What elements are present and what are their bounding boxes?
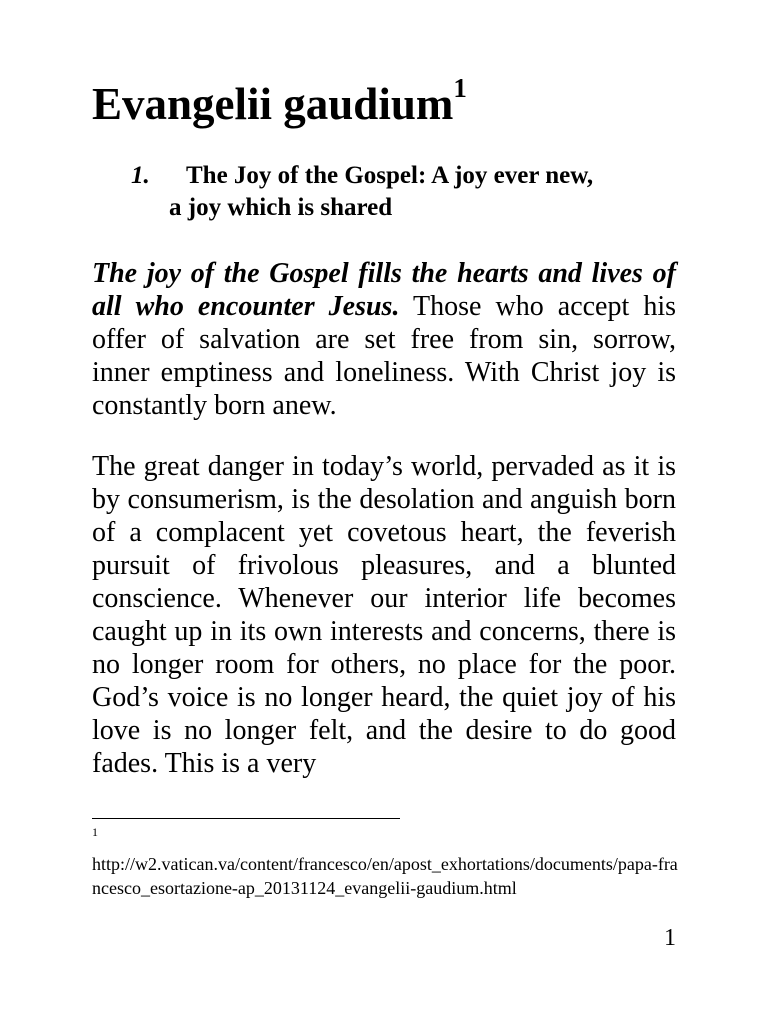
footnote-separator <box>92 818 400 819</box>
page-number: 1 <box>664 925 676 951</box>
section-heading <box>131 160 691 224</box>
footnote-mark: 1 <box>92 825 98 839</box>
section-heading-line2: a joy which is shared <box>169 194 393 221</box>
paragraph-1 <box>92 257 676 422</box>
paragraph-1-lead: The joy of the Gospel fills the hearts and lives of all who encounter Jesus. <box>92 258 676 322</box>
paragraph-1-rest: Those who accept his offer of salvation are set free from sin, sorrow, inner emptiness and loneliness. With Christ joy is constantly born anew. <box>92 291 676 421</box>
document-title <box>92 73 467 132</box>
section-heading-line1: The Joy of the Gospel: A joy ever new, <box>186 162 594 189</box>
section-number: 1. <box>131 162 150 189</box>
title-text: Evangelii gaudium <box>92 79 454 129</box>
title-footnote-mark: 1 <box>453 73 467 103</box>
paragraph-2: The great danger in today’s world, pervaded as it is by consumerism, is the desolation and anguish born of a complacent yet covetous heart, the feverish pursuit of frivolous pleasures, and a blunted conscience. Whenever our interior life becomes caught up in its own interests and concerns, there is no longer room for others, no place for the poor. God’s voice is no longer heard, the quiet joy of his love is no longer felt, and the desire to do good fades. This is a very <box>92 451 676 779</box>
footnote-link[interactable]: http://w2.vatican.va/content/francesco/en/apost_exhortations/documents/papa-francesco_esortazione-ap_20131124_evangelii-gaudium.html <box>92 854 678 898</box>
